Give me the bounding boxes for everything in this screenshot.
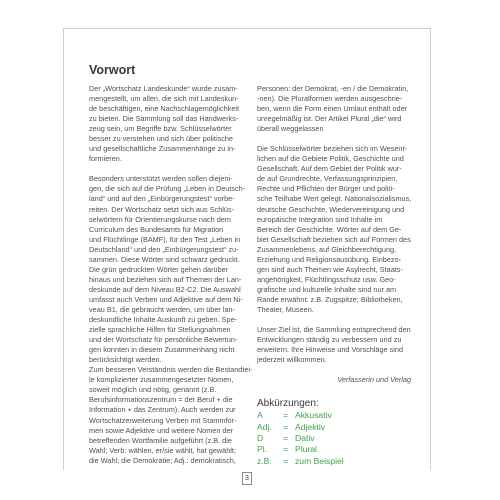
page-title: Vorwort [89,63,136,77]
page-number: 3 [242,472,252,485]
abbreviation-key: Adj. [257,421,272,432]
text-line: gen konnten in diesem Zusammenhang nicht [89,345,235,355]
abbreviation-equals: = [283,444,289,455]
abbreviations-heading: Abkürzungen: [257,398,319,410]
text-line: deutsche Geschichte, Wiedervereinigung und [257,204,405,214]
text-line: Curriculum des Bundesamts für Migration [89,224,224,234]
text-line: Berufsinformationszentrum = der Beruf + die [89,395,233,405]
text-line: überall weggelassen [257,124,324,134]
text-line: und Flüchtlinge (BAMF), für den Test „Leben in [89,234,241,244]
text-line: die Wahl; die Demokratie; Adj.: demokratisch, [89,455,236,465]
text-line: angehörigkeit, Flüchtlingsschutz usw. Geo- [257,274,396,284]
abbreviation-value: Akkusativ [295,410,332,421]
text-line: formieren. [89,154,122,164]
text-line: deskundliche Inhalte Auskunft zu geben. Spe- [89,315,238,325]
text-line: Zum besseren Verständnis werden die Bestandtei- [89,365,253,375]
text-line: unregelmäßig ist. Der Artikel Plural „die“ wird [257,114,402,124]
abbreviation-row [257,433,411,444]
text-line: Zusammenlebens, auf Gleichberechtigung, [257,244,397,254]
abbreviation-key: z.B. [257,455,272,466]
text-line: Bereich der Geschichte. Wörter auf dem Ge- [257,224,402,234]
text-line: Die grün gedruckten Wörter gehen darüber [89,264,229,274]
text-line: selwörtern für Orientierungskurse nach dem [89,214,231,224]
abbreviation-equals: = [283,410,289,421]
text-line: und gesellschaftliche Zusammenhänge zu in- [89,144,236,154]
abbreviation-row [257,410,411,421]
abbreviations-list [257,410,411,466]
text-line: besser zu verstehen und sich über politische [89,134,233,144]
text-line: Theater, Museen. [257,304,314,314]
text-line: reiten. Der Wortschatz setzt sich aus Schlüs- [89,204,235,214]
abbreviation-equals: = [283,432,289,443]
text-line: biet Gesellschaft beziehen sich auf Formen des [257,234,411,244]
text-line: Rechte und Pflichten der Bürger und politi- [257,184,395,194]
abbreviation-key: D [257,432,264,443]
text-line: Besonders unterstützt werden sollen diejeni- [89,174,233,184]
text-line: de beschäftigen, eine Nachschlagemöglichkeit [89,104,240,114]
paragraph-intro [89,84,244,164]
abbreviation-equals: = [283,421,289,432]
text-line: Wahl; Verb: wählen, er/sie wählt, hat gewählt; [89,445,236,455]
text-line: land“ und auf den „Einbürgerungstest“ vorbe- [89,194,235,204]
paragraph-topics [257,144,411,315]
text-line: umfasst auch Verben und Adjektive auf dem Ni- [89,294,243,304]
text-line: europäische Integration sind Inhalte im [257,214,383,224]
text-line: lichen auf die Gebiete Politik, Geschichte und [257,154,404,164]
text-line: berücksichtigt werden. [89,355,162,365]
text-line: Information + das Zentrum). Auch werden zur [89,405,236,415]
abbreviation-key: Pl. [257,444,268,455]
text-line: le komplizierter zusammengesetzter Nomen, [89,375,234,385]
text-line: ben, wenn die Form einen Umlaut enthält oder [257,104,408,114]
text-line: men sowie Adjektive und weitere Nomen der [89,425,233,435]
text-line: Entwicklungen ständig zu verbessern und zu [257,335,402,345]
text-line: Erziehung und Religionsausübung. Einbezo- [257,254,402,264]
text-line: Rande erwähnt: z.B. Zugspitze; Bibliotheken, [257,294,403,304]
text-line: deskunde auf dem Niveau B2-C2. Die Auswahl [89,284,241,294]
text-line: Deutschland“ und den „Einbürgerungstest“ zu- [89,244,239,254]
text-line: zu bieten. Die Sammlung soll das Handwerks- [89,114,239,124]
paragraph-target-group [89,174,253,465]
abbreviation-key: A [257,410,263,421]
text-line: gen sind auch Themen wie Asylrecht, Staats- [257,264,403,274]
abbreviation-value: Adjektiv [295,421,326,432]
abbreviation-value: Plural [295,444,317,455]
paragraph-goal [257,325,411,365]
abbreviation-equals: = [283,455,289,466]
signature: Verfasserin und Verlag [337,375,411,385]
paragraph-plurals [257,84,411,134]
abbreviation-row [257,422,411,433]
text-line: betreffenden Wortfamilie aufgeführt (z.B. die [89,435,232,445]
text-line: hinaus und beziehen sich auf Themen der Lan- [89,274,242,284]
text-line: und der Wortschatz für persönliche Bewertun- [89,335,238,345]
abbreviation-value: Dativ [295,432,315,443]
text-line: gen, die sich auf die Prüfung „Leben in Deutsch- [89,184,246,194]
text-line: Wortschatzerweiterung Verben mit Stammfor- [89,415,237,425]
text-line: zeug sein, um Begriffe bzw. Schlüsselwörter [89,124,232,134]
abbreviation-row [257,444,411,455]
left-column [89,84,253,476]
text-line: sche Teilhabe Wert gelegt. Nationalsozialismus, [257,194,412,204]
text-line: soweit möglich und nötig, genannt (z.B. [89,385,217,395]
text-line: erweitern. Ihre Hinweise und Vorschläge sind [257,345,404,355]
abbreviation-value: zum Beispiel [295,455,344,466]
text-line: veau B1, die gebraucht werden, um über lan- [89,304,236,314]
text-line: jederzeit willkommen. [257,355,327,365]
text-line: Gesellschaft. Auf dem Gebiet der Politik wur- [257,164,402,174]
text-line: Die Schlüsselwörter beziehen sich im Wesent- [257,144,407,154]
text-line: Der „Wortschatz Landeskunde“ wurde zusam- [89,84,238,93]
text-line: grafische und kulturelle Inhalte sind nur am [257,284,397,294]
text-line: sammen. Diese Wörter sind schwarz gedruckt. [89,254,240,264]
text-line: -nen). Die Pluralformen werden ausgeschrie- [257,94,403,104]
abbreviation-row [257,456,411,467]
text-line: zielle sprachliche Hilfen für Stellungnahmen [89,325,231,335]
text-line: mengestellt, um allen, die sich mit Landeskun- [89,94,239,104]
right-column [257,84,411,467]
text-line: Unser Ziel ist, die Sammlung entsprechend den [257,325,411,335]
text-line: de auf Grundrechte, Verfassungsprinzipien, [257,174,398,184]
text-line: Personen: der Demokrat, -en / die Demokratin, [257,84,409,93]
